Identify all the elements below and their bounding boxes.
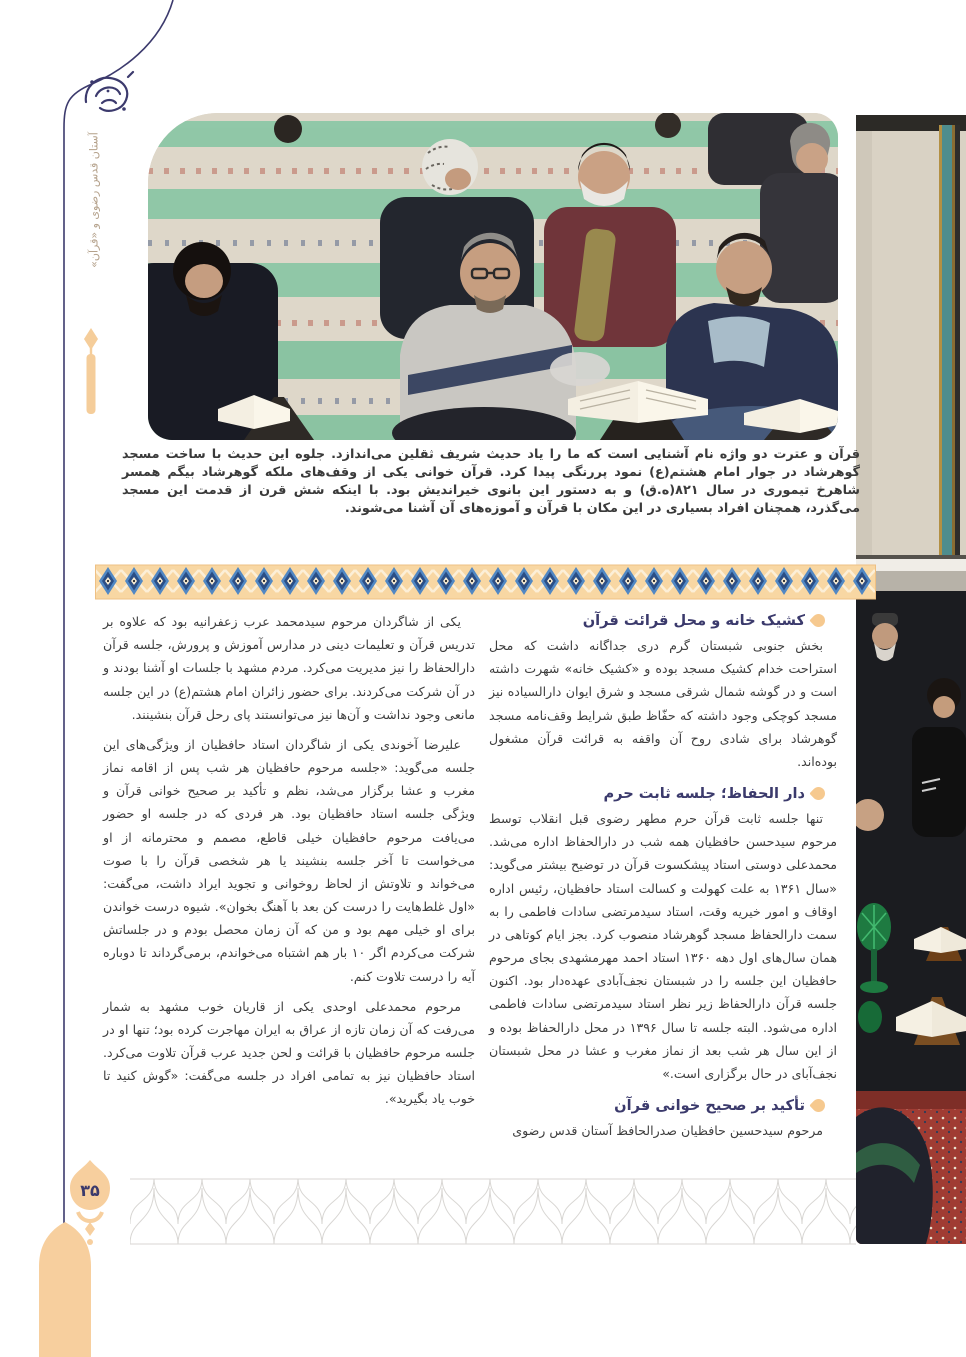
section-heading (489, 612, 837, 629)
section-heading-text: تأکید بر صحیح خوانی قرآن (614, 1097, 805, 1115)
article-section (489, 612, 837, 773)
minaret-tower-ornament (36, 1218, 94, 1357)
article-paragraph: مرحوم محمدعلی اوحدی یکی از قاریان خوب مشهد به شمار می‌رفت که آن زمان تازه از عراق به ایران مهاجرت کرده بود؛ تنها او در جلسه مرحوم حافظیان با قرائت و لحن جدید عرب قرآن تلاوت می‌کرد. استاد حافظیان نیز به تمامی افراد در جلسه می‌گفت: «گوش کنید تا خوب یاد بگیرید». (103, 998, 475, 1107)
photo-caption: قرآن و عترت دو واژه نام آشنایی است که ما را یاد حدیث شریف ثقلین می‌اندازد. جلوه این حدیث با ساخت مسجد گوهرشاد در جوار امام هشتم(ع) نمود پررنگی پیدا کرد. قرآن خوانی یکی از وقف‌های ملکه گوهرشاد بیگم همسر شاهرخ تیموری در سال ۸۲۱(ه.ق) و به دستور این بانوی خیراندیش بود. با اینکه شش قرن از قدمت این مسجد می‌گذرد، همچنان افراد بسیاری در این مکان با قرآن و آموزه‌های آن آشنا می‌شوند. (122, 447, 861, 516)
diamond-bullet-icon (809, 1096, 827, 1114)
article-columns (103, 610, 837, 1149)
section-heading-text: دار الحفاظ؛ جلسه ثابت حرم (603, 785, 805, 803)
section-paragraph: مرحوم سیدحسین حافظیان صدرالحافظ آستان قدس رضوی (512, 1123, 823, 1139)
carpet-pattern-divider-icon (95, 564, 876, 600)
section-heading (489, 1097, 837, 1114)
section-paragraph: بخش جنوبی شبستان گرم دری جداگانه داشت که محل استراحت خدام کشیک مسجد بوده و «کشیک خانه» شهرت داشته است و در گوشه شمال شرقی مسجد و شرق ایوان دارالسیاده نیز مسجد کوچکی وجود داشته که حفّاظ طبق شرایط وقف‌نامه مسجد گوهرشاد برای شادی روح آن واقفه به قرائت قرآن مشغول بوده‌اند. (489, 638, 837, 769)
diamond-bullet-icon (809, 784, 827, 802)
article-section (489, 785, 837, 1085)
footer-arch-pattern-icon (130, 1178, 856, 1245)
section-heading-text: کشیک خانه و محل قرائت قرآن (582, 612, 805, 629)
main-photo (148, 113, 838, 440)
section-paragraph: تنها جلسه ثابت قرآن حرم مطهر رضوی قبل انقلاب توسط مرحوم سیدحسن حافظیان همه شب در دارالحفاظ اداره می‌شد. محمدعلی دوستی استاد پیشکسوت قرآن در توضیح بیشتر می‌گوید: «سال ۱۳۶۱ به علت کهولت و کسالت استاد حافظیان، رئیس اداره اوقاف و امور خیریه وقت، استاد سیدمرتضی سادات فاطمی را به سمت دارالحفاظ مسجد گوهرشاد منصوب کرد. بجز ایام کوتاهی در همان سال‌های اول دهه ۱۳۶۰ استاد احمد مهرمشهدی بجای مرحوم حافظیان این جلسه را در شبستان نجف‌آبادی عهده‌دار بود. اکنون جلسه قرآن دارالحفاظ زیر نظر استاد سیدمرتضی سادات فاطمی اداره می‌شود. البته جلسه تا سال ۱۳۹۶ در محل دارالحفاظ بوده و از این سال هر شب بعد از نماز مغرب و عشا در محل شبستان نجف‌آبای در حال برگزاری است.» (489, 811, 837, 1081)
article-column-right (489, 610, 837, 1149)
article-paragraph: یکی از شاگردان مرحوم سیدمحمد عرب زعفرانیه بود که علاوه بر تدریس قرآن و تعلیمات دینی در مدارس آموزش و پرورش، جلسه قرآن دارالحفاظ را نیز مدیریت می‌کرد. مردم مشهد با جلسات او آشنا بودند و در آن شرکت می‌کردند. برای حضور زائران امام هشتم(ع) در این جلسه مانعی وجود نداشت و آن‌ها نیز می‌توانستند پای رحل قرآن بنشینند. (103, 614, 475, 722)
article-paragraph: علیرضا آخوندی یکی از شاگردان استاد حافظیان از ویژگی‌های این جلسه می‌گوید: «جلسه مرحوم حافظیان هر شب پس از اقامه نماز مغرب و عشا برگزار می‌شد، نظم و تأکید بر صحیح خوانی قرآن و ویژگی جلسه استاد حافظیان بود. هر فردی که در جلسه او حضور می‌یافت مرحوم حافظیان خیلی قاطع، مصمم و محترمانه از او می‌خواست تا آخر جلسه بنشیند یا هر شخصی قرآن را با صوت می‌خواند و تلاوتش از لحاظ روخوانی و تجوید ایراد داشت، می‌گفت: «اول غلط‌هایت را درست کن بعد با آهنگ بخوان». شیوه درست خواندن برای او خیلی مهم بود و من که آن زمان محصل بودم و در جلساتش شرکت می‌کردم اگر ۱۰ بار هم اشتباه می‌خواندم، برمی‌گرداند تا دوباره آیه را درست تلاوت کنم. (103, 736, 475, 984)
side-photo-strip (856, 115, 966, 1244)
page-number: ۳۵ (80, 1181, 100, 1200)
article-column-left (103, 610, 475, 1149)
main-photo-illustration (148, 113, 838, 440)
hanging-lamp-ornament-icon (80, 324, 102, 416)
article-section (489, 1097, 837, 1142)
side-photo-illustration (856, 115, 966, 1244)
sidebar-vertical-title: آستان قدس رضوی و «قرآن» (87, 132, 101, 268)
section-heading (489, 785, 837, 802)
diamond-bullet-icon (809, 611, 827, 629)
masthead-calligraphy-logo-icon (78, 68, 138, 124)
